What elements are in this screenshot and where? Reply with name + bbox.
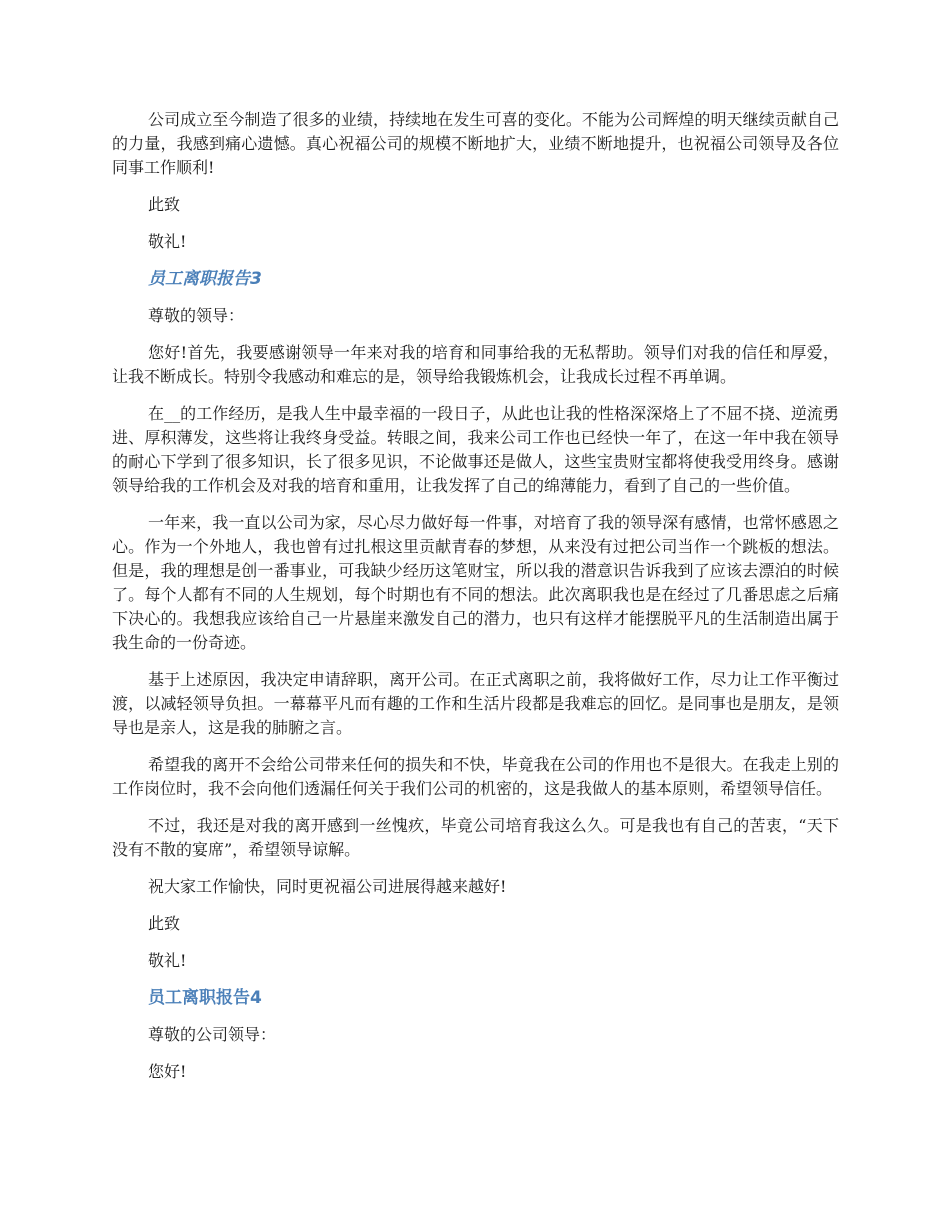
salutation-jingli-2: 敬礼! — [148, 951, 187, 970]
paragraph-thanks: 您好!首先，我要感谢领导一年来对我的培育和同事给我的无私帮助。领导们对我的信任和厚爱，让我不断成长。特别令我感动和难忘的是，领导给我锻炼机会，让我成长过程不再单调。 — [112, 343, 839, 386]
salutation-jingli: 敬礼! — [148, 232, 187, 251]
paragraph-decision: 基于上述原因，我决定申请辞职，离开公司。在正式离职之前，我将做好工作，尽力让工作平衡过渡，以减轻领导负担。一幕幕平凡而有趣的工作和生活片段都是我难忘的回忆。是同事也是朋友，是领导也是亲人，这是我的肺腑之言。 — [112, 670, 839, 737]
paragraph-wishes: 祝大家工作愉快，同时更祝福公司进展得越来越好! — [148, 877, 507, 896]
paragraph-closing-wishes: 公司成立至今制造了很多的业绩，持续地在发生可喜的变化。不能为公司辉煌的明天继续贡献自己的力量，我感到痛心遗憾。真心祝福公司的规模不断地扩大，业绩不断地提升，也祝福公司领导及各位同事工作顺利! — [112, 110, 839, 177]
section-heading-report-3: 员工离职报告3 — [148, 269, 262, 289]
greeting-hello: 您好! — [148, 1062, 187, 1081]
paragraph-hope: 希望我的离开不会给公司带来任何的损失和不快，毕竟我在公司的作用也不是很大。在我走上别的工作岗位时，我不会向他们透漏任何关于我们公司的机密的，这是我做人的基本原则，希望领导信任。 — [112, 755, 839, 798]
greeting-company-leader: 尊敬的公司领导： — [148, 1025, 277, 1044]
paragraph-experience: 在__的工作经历，是我人生中最幸福的一段日子，从此也让我的性格深深烙上了不屈不挠、逆流勇进、厚积薄发，这些将让我终身受益。转眼之间，我来公司工作也已经快一年了，在这一年中我在领导的耐心下学到了很多知识，长了很多见识，不论做事还是做人，这些宝贵财宝都将使我受用终身。感谢领导给我的工作机会及对我的培育和重用，让我发挥了自己的绵薄能力，看到了自己的一些价值。 — [112, 404, 839, 495]
greeting-leader: 尊敬的领导： — [148, 306, 245, 325]
salutation-cizhi: 此致 — [148, 195, 181, 214]
paragraph-apology: 不过，我还是对我的离开感到一丝愧疚，毕竟公司培育我这么久。可是我也有自己的苦衷，“天下没有不散的宴席”，希望领导谅解。 — [112, 816, 839, 859]
document-page — [112, 108, 839, 1097]
paragraph-one-year: 一年来，我一直以公司为家，尽心尽力做好每一件事，对培育了我的领导深有感情，也常怀感恩之心。作为一个外地人，我也曾有过扎根这里贡献青春的梦想，从来没有过把公司当作一个跳板的想法。但是，我的理想是创一番事业，可我缺少经历这笔财宝，所以我的潜意识告诉我到了应该去漂泊的时候了。每个人都有不同的人生规划，每个时期也有不同的想法。此次离职我也是在经过了几番思虑之后痛下决心的。我想我应该给自己一片悬崖来激发自己的潜力，也只有这样才能摆脱平凡的生活制造出属于我生命的一份奇迹。 — [112, 513, 839, 652]
section-heading-report-4: 员工离职报告4 — [148, 988, 262, 1008]
salutation-cizhi-2: 此致 — [148, 914, 181, 933]
